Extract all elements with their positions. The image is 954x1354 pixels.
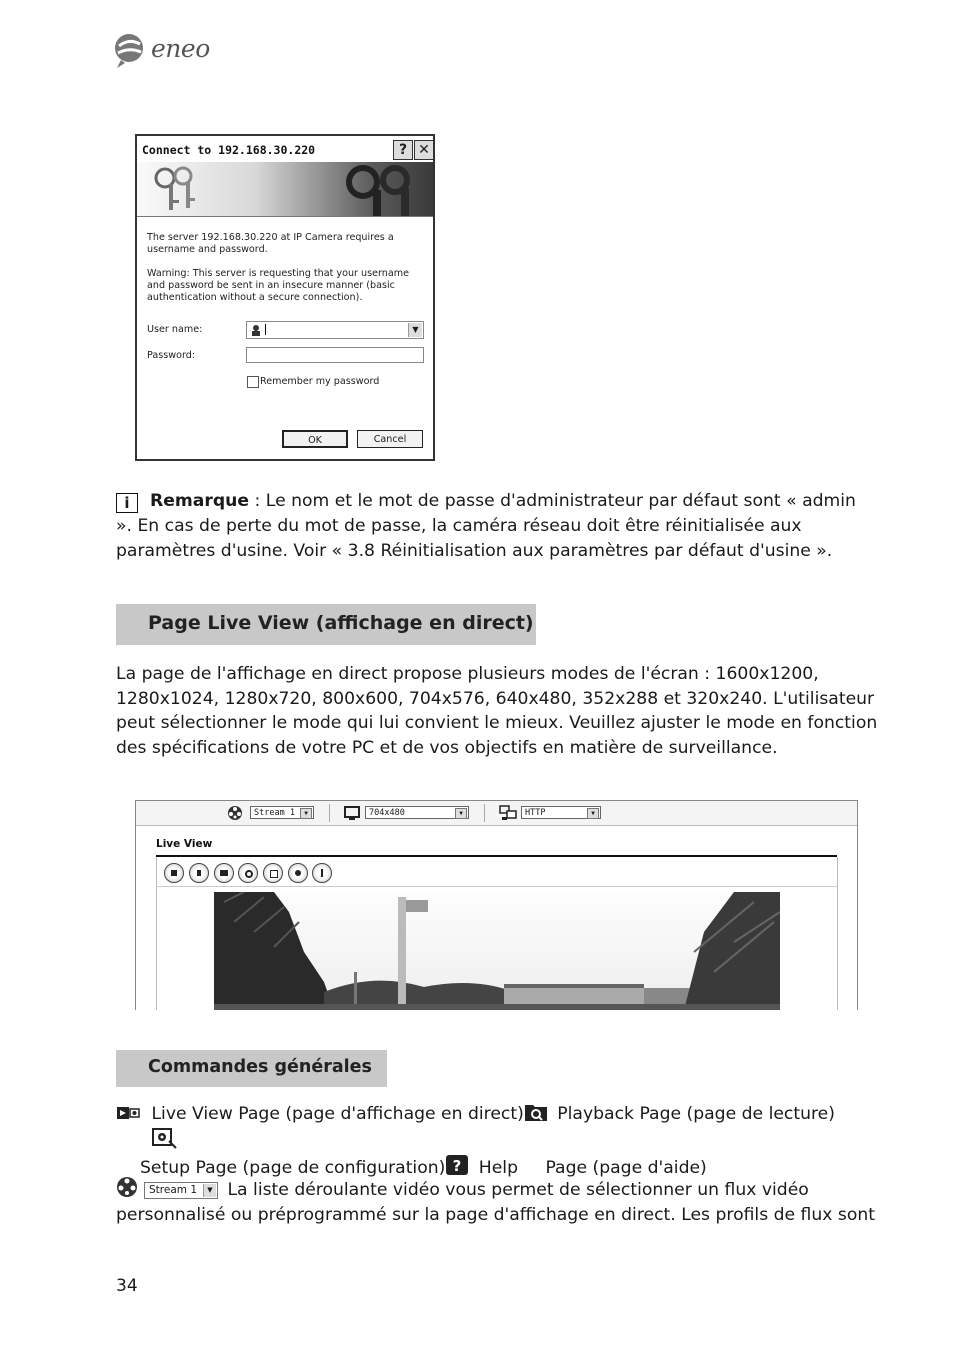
note-label: Remarque	[150, 491, 250, 511]
general-commands	[116, 1102, 886, 1181]
stream-text: La liste déroulante vidéo vous permet de sélectionner un flux vidéo personnalisé ou préprogrammé sur la page d'affichage en direct. Les profils de flux sont	[116, 1180, 876, 1225]
setup-page-icon[interactable]	[152, 1127, 178, 1149]
info-icon: i	[116, 493, 138, 513]
username-label: User name:	[147, 324, 203, 335]
eneo-logo	[113, 30, 223, 74]
stream-select-value: Stream 1	[254, 808, 295, 818]
divider	[484, 804, 485, 822]
logo-text: eneo	[151, 34, 210, 63]
eneo-logo-icon	[113, 30, 149, 70]
film-reel-icon	[116, 1176, 138, 1198]
svg-text:?: ?	[452, 1157, 462, 1175]
help-button[interactable]: ?	[393, 140, 413, 160]
chevron-down-icon: ▼	[587, 808, 599, 819]
network-icon	[499, 805, 517, 821]
live-view-page-icon[interactable]	[116, 1104, 140, 1122]
stream-select[interactable]	[250, 806, 314, 819]
frame-right	[837, 857, 838, 1010]
remember-label: Remember my password	[260, 376, 380, 387]
live-view-paragraph: La page de l'affichage en direct propose plusieurs modes de l'écran : 1600x1200, 1280x1024, 1280x720, 800x600, 704x576, 640x480, 352x288 et 320x240. L'utilisateur peut sélectionner le mode qui lui convient le mieux. Veuillez ajuster le mode en fonction des spécifications de votre PC et de vos objectifs en matière de surveillance.	[116, 664, 878, 758]
info-icon[interactable]	[312, 863, 332, 883]
remember-checkbox[interactable]	[247, 376, 259, 388]
cancel-button[interactable]: Cancel	[357, 430, 423, 448]
dialog-warning: Warning: This server is requesting that your username and password be sent in an insecure manner (basic authentication without a secure connection).	[147, 268, 409, 303]
live-view-topbar	[136, 801, 857, 826]
record-icon[interactable]	[288, 863, 308, 883]
dialog-banner	[137, 162, 433, 217]
film-reel-icon	[227, 805, 243, 821]
playback-page-text: Playback Page (page de lecture)	[557, 1104, 835, 1124]
page-number: 34	[116, 1276, 138, 1296]
resolution-select-value: 704x480	[369, 808, 405, 818]
fullscreen-icon[interactable]	[263, 863, 283, 883]
pause-icon[interactable]	[189, 863, 209, 883]
stream-select-value: Stream 1	[149, 1184, 198, 1196]
live-view-page-text: Live View Page (page d'affichage en direct)	[151, 1104, 524, 1124]
section-heading-live-view	[116, 604, 536, 645]
setup-page-text: Setup Page (page de configuration)	[140, 1158, 446, 1178]
monitor-icon	[344, 806, 360, 821]
note-text: : Le nom et le mot de passe d'administrateur par défaut sont « admin ». En cas de perte du mot de passe, la caméra réseau doit être réinitialisée aux paramètres d'usine. Voir « 3.8 Réinitialisation aux paramètres par défaut d'usine ».	[116, 491, 856, 561]
username-field[interactable]	[246, 321, 424, 339]
login-dialog	[135, 134, 435, 461]
protocol-select[interactable]	[521, 806, 601, 819]
title-rule	[156, 855, 837, 857]
help-text: Help	[478, 1158, 518, 1178]
section-heading-text: Commandes générales	[148, 1057, 372, 1077]
live-view-toolbar	[156, 858, 837, 887]
playback-page-icon[interactable]	[524, 1102, 548, 1122]
divider	[329, 804, 330, 822]
stream-select-sample[interactable]	[144, 1182, 218, 1199]
dialog-title: Connect to 192.168.30.220	[142, 143, 316, 157]
keys-shadow-icon	[333, 162, 423, 216]
dialog-message: The server 192.168.30.220 at IP Camera requires a username and password.	[147, 232, 394, 255]
stream-description	[116, 1176, 886, 1228]
help-page-icon[interactable]	[445, 1154, 469, 1176]
snapshot-icon[interactable]	[214, 863, 234, 883]
dialog-titlebar	[137, 136, 433, 163]
protocol-select-value: HTTP	[525, 808, 546, 818]
resolution-select[interactable]	[365, 806, 469, 819]
help-page-text: Page (page d'aide)	[545, 1158, 707, 1178]
keys-icon	[149, 162, 209, 216]
live-view-title: Live View	[156, 838, 213, 850]
chevron-down-icon: ▼	[455, 808, 467, 819]
chevron-down-icon[interactable]: ▼	[408, 323, 422, 337]
dialog-body	[147, 232, 425, 316]
section-heading-text: Page Live View (affichage en direct)	[148, 612, 534, 634]
zoom-icon[interactable]	[238, 863, 258, 883]
note	[116, 489, 876, 564]
section-heading-commands	[116, 1050, 387, 1087]
close-button[interactable]: ✕	[414, 140, 434, 160]
live-view-screenshot	[135, 800, 858, 1010]
stop-icon[interactable]	[164, 863, 184, 883]
camera-feed-image	[214, 892, 780, 1010]
password-label: Password:	[147, 350, 196, 361]
user-icon	[250, 324, 262, 336]
chevron-down-icon: ▼	[203, 1184, 216, 1197]
chevron-down-icon: ▼	[300, 808, 312, 819]
ok-button[interactable]: OK	[282, 430, 348, 448]
password-field[interactable]	[246, 347, 424, 363]
